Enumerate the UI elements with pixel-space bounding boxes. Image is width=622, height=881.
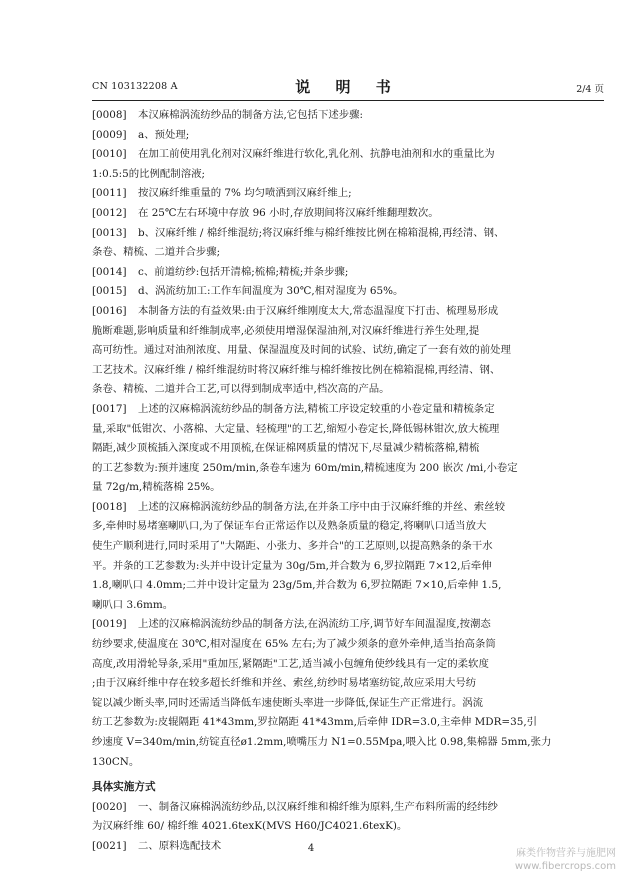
paragraph bbox=[92, 145, 604, 184]
paragraph bbox=[92, 282, 604, 302]
text-line: a、预处理; bbox=[138, 128, 190, 141]
paragraph-number: [0013] bbox=[92, 226, 127, 239]
text-line: 隔距,减少顶梳插入深度或不用顶梳,在保证棉网质量的情况下,尽量减少精梳落棉,精梳 bbox=[92, 442, 480, 455]
text-line: b、汉麻纤维 / 棉纤维混纺;将汉麻纤维与棉纤维按比例在棉箱混棉,再经清、钢、 bbox=[138, 226, 505, 239]
paragraph-list bbox=[92, 106, 604, 772]
page-indicator: 2/4 页 bbox=[576, 84, 604, 95]
text-line: 的工艺参数为:预并速度 250m/min,条卷车速为 60m/min,精梳速度为 200 嵌次 /mi,小卷定 bbox=[92, 461, 518, 474]
text-line: 工艺技术。汉麻纤维 / 棉纤维混纺时将汉麻纤维与棉纤维按比例在棉箱混棉,再经清、钢、 bbox=[92, 363, 501, 376]
text-line: 1.8,喇叭口 4.0mm;二并中设计定量为 23g/5m,并合数为 6,罗拉隔距 7×10,后牵伸 1.5, bbox=[92, 579, 502, 592]
paragraph bbox=[92, 224, 604, 263]
page-number: 4 bbox=[307, 843, 315, 854]
paragraph bbox=[92, 184, 604, 204]
paragraph bbox=[92, 263, 604, 283]
text-line: 使生产顺利进行,同时采用了"大隔距、小张力、多并合"的工艺原则,以提高熟条的条干水 bbox=[92, 540, 493, 553]
paragraph-text bbox=[138, 204, 604, 224]
patent-number: CN 103132208 A bbox=[92, 81, 178, 92]
watermark-url: www.fibercrops.com bbox=[514, 861, 616, 872]
text-line: 上述的汉麻棉涡流纺纱品的制备方法,在涡流纺工序,调节好车间温湿度,按潮态 bbox=[138, 618, 491, 631]
text-line: 按汉麻纤维重量的 7% 均匀喷洒到汉麻纤维上; bbox=[138, 187, 352, 200]
text-line: 量,采取"低钳次、小落棉、大定量、轻梳理"的工艺,缩短小卷定长,降低锡林钳次,放大梳理 bbox=[92, 422, 500, 435]
text-line: 喇叭口 3.6mm。 bbox=[92, 598, 174, 611]
text-line: 平。并条的工艺参数为:头并中设计定量为 30g/5m,并合数为 6,罗拉隔距 7×12,后牵伸 bbox=[92, 559, 492, 572]
text-line: 纺纱要求,使温度在 30℃,相对湿度在 65% 左右;为了减少须条的意外牵伸,适当抬高条筒 bbox=[92, 638, 496, 651]
text-line: 量 72g/m,精梳落棉 25%。 bbox=[92, 481, 221, 494]
paragraph bbox=[92, 204, 604, 224]
text-line: 纺工艺参数为:皮辊隔距 41*43mm,罗拉隔距 41*43mm,后牵伸 IDR=3.0,主牵伸 MDR=35,引 bbox=[92, 716, 538, 729]
text-line: 纱速度 V=340m/min,纺锭直径ø1.2mm,喷嘴压力 N1=0.55Mpa,喂入比 0.98,集棉器 5mm,张力 bbox=[92, 736, 552, 748]
paragraph-number: [0015] bbox=[92, 285, 127, 298]
text-line: ;由于汉麻纤维中存在较多超长纤维和并丝、索丝,纺纱时易堵塞纺锭,故应采用大号纺 bbox=[92, 677, 477, 690]
text-line: 一、制备汉麻棉涡流纺纱品,以汉麻纤维和棉纤维为原料,生产布料所需的经纬纱 bbox=[138, 800, 498, 813]
text-line: 本制备方法的有益效果:由于汉麻纤维刚度太大,常态温湿度下打击、梳理易形成 bbox=[138, 304, 499, 317]
paragraph bbox=[92, 798, 604, 837]
paragraph bbox=[92, 498, 604, 616]
paragraph-number: [0016] bbox=[92, 304, 127, 317]
paragraph-number: [0019] bbox=[92, 618, 127, 631]
text-line: 条卷、精梳、二道并合工艺,可以得到制成率适中,档次高的产品。 bbox=[92, 383, 390, 396]
text-line: 130CN。 bbox=[92, 755, 140, 768]
watermark-text: 麻类作物营养与施肥网 bbox=[516, 848, 616, 859]
paragraph-number: [0010] bbox=[92, 148, 127, 161]
text-line: d、涡流纺加工:工作车间温度为 30℃,相对湿度为 65%。 bbox=[138, 285, 404, 298]
text-line: 脆断难题,影响质量和纤维制成率,必须使用增湿保湿油剂,对汉麻纤维进行养生处理,提 bbox=[92, 324, 480, 337]
text-line: 上述的汉麻棉涡流纺纱品的制备方法,在并条工序中由于汉麻纤维的并丝、索丝较 bbox=[138, 500, 505, 513]
page-header bbox=[92, 78, 604, 101]
text-line: 上述的汉麻棉涡流纺纱品的制备方法,精梳工序设定较重的小卷定量和精梳条定 bbox=[138, 402, 495, 415]
section-heading: 具体实施方式 bbox=[92, 781, 156, 794]
text-line: 高可纺性。通过对油剂浓度、用量、保湿温度及时间的试验、试纺,确定了一套有效的前处理 bbox=[92, 344, 511, 357]
text-line: c、前道纺纱:包括开清棉;梳棉;精梳;并条步骤; bbox=[138, 265, 349, 278]
watermark bbox=[515, 847, 616, 873]
text-line: 在 25℃左右环境中存放 96 小时,存放期间将汉麻纤维翻理数次。 bbox=[138, 206, 439, 219]
paragraph-text bbox=[138, 263, 604, 283]
document-title: 说 明 书 bbox=[295, 78, 401, 96]
paragraph-number: [0008] bbox=[92, 109, 127, 121]
document-body bbox=[92, 106, 604, 857]
text-line: 条卷、精梳、二道并合步骤; bbox=[92, 246, 221, 259]
paragraph bbox=[92, 615, 604, 772]
text-line: 在加工前使用乳化剂对汉麻纤维进行软化,乳化剂、抗静电油剂和水的重量比为 bbox=[138, 148, 495, 161]
paragraph-number: [0021] bbox=[92, 839, 127, 852]
text-line: 为汉麻纤维 60/ 棉纤维 4021.6texK(MVS H60/JC4021.6texK)。 bbox=[92, 820, 408, 833]
paragraph-number: [0014] bbox=[92, 265, 127, 278]
paragraph-text bbox=[138, 126, 604, 146]
text-line: 本汉麻棉涡流纺纱品的制备方法,它包括下述步骤: bbox=[138, 109, 364, 121]
text-line: 二、原料选配技术 bbox=[138, 839, 222, 852]
paragraph-text bbox=[138, 282, 604, 302]
text-line: 锭以减少断头率,同时还需适当降低车速使断头率进一步降低,保证生产正常进行。涡流 bbox=[92, 696, 484, 709]
paragraph-text bbox=[138, 184, 604, 204]
paragraph-number: [0012] bbox=[92, 206, 127, 219]
paragraph bbox=[92, 106, 604, 126]
paragraph-number: [0009] bbox=[92, 128, 127, 141]
text-line: 高度,改用滑轮导条,采用"重加压,紧隔距"工艺,适当减小包缠角使纱线具有一定的柔软度 bbox=[92, 657, 489, 670]
paragraph bbox=[92, 400, 604, 498]
paragraph bbox=[92, 302, 604, 400]
paragraph-number: [0018] bbox=[92, 500, 127, 513]
paragraph-text bbox=[138, 106, 604, 126]
paragraph-number: [0017] bbox=[92, 402, 127, 415]
paragraph bbox=[92, 126, 604, 146]
text-line: 多,牵伸时易堵塞喇叭口,为了保证车台正常运作以及熟条质量的稳定,将喇叭口适当放大 bbox=[92, 520, 487, 533]
paragraph-number: [0011] bbox=[92, 187, 127, 200]
paragraph-number: [0020] bbox=[92, 800, 127, 813]
text-line: 1:0.5:5的比例配制溶液; bbox=[92, 167, 205, 180]
